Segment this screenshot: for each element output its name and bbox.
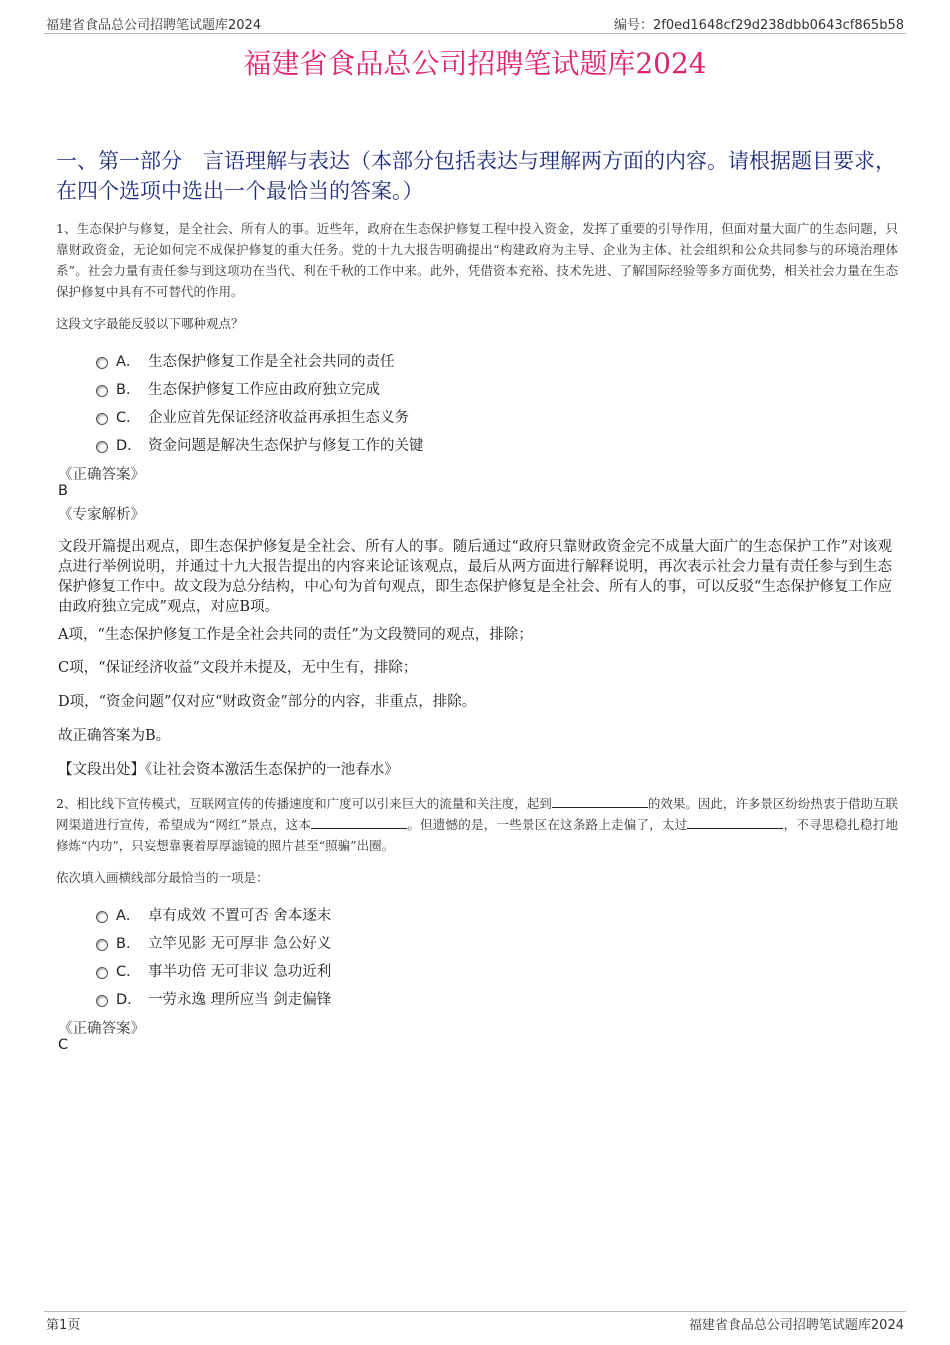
q1-analysis-c: C项，“保证经济收益”文段并未提及，无中生有，排除； <box>58 660 418 676</box>
header-divider <box>44 33 906 34</box>
option-text: 生态保护修复工作是全社会共同的责任 <box>148 354 395 370</box>
q2-option-d[interactable] <box>96 988 331 1009</box>
q2-stem-part-2: 的效果。因此，许多景区纷纷热衷于借助互联网渠道进行宣传，希望成为“网红”景点，这本 <box>56 796 898 832</box>
option-text: 企业应首先保证经济收益再承担生态义务 <box>148 410 409 426</box>
q1-option-c[interactable] <box>96 406 409 427</box>
q1-analysis-conclusion: 故正确答案为B。 <box>58 728 171 744</box>
footer-title: 福建省食品总公司招聘笔试题库2024 <box>688 1318 904 1333</box>
q2-option-c[interactable] <box>96 960 331 981</box>
q1-analysis-main: 文段开篇提出观点，即生态保护修复是全社会、所有人的事。随后通过“政府只靠财政资金完不成量大面广的生态保护工作”对该观点进行举例说明，并通过十九大报告提出的内容来论证该观点，最后从两方面进行解释说明，再次表示社会力量有责任参与到生态保护修复工作中。故文段为总分结构，中心句为首句观点，即生态保护修复是全社会、所有人的事，可以反驳“生态保护修复工作应由政府独立完成”观点，对应B项。 <box>58 539 892 615</box>
q1-source: 【文段出处】《让社会资本激活生态保护的一池春水》 <box>58 762 399 778</box>
option-text: 生态保护修复工作应由政府独立完成 <box>148 382 380 398</box>
q1-option-b[interactable] <box>96 378 380 399</box>
radio-icon[interactable] <box>96 413 108 425</box>
header-doc-id: 编号：2f0ed1648cf29d238dbb0643cf865b58 <box>614 18 904 33</box>
q1-analysis-a: A项，“生态保护修复工作是全社会共同的责任”为文段赞同的观点，排除； <box>58 627 533 643</box>
radio-icon[interactable] <box>96 357 108 369</box>
radio-icon[interactable] <box>96 911 108 923</box>
option-text: 卓有成效 不置可否 舍本逐末 <box>148 908 332 924</box>
q1-analysis-label: 《专家解析》 <box>58 507 145 523</box>
q2-answer-label: 《正确答案》 <box>58 1021 145 1037</box>
q2-stem-part-4: ，不寻思稳扎稳打地修炼“内功”，只妄想靠裹着厚厚滤镜的照片甚至“照骗”出圈。 <box>56 817 898 853</box>
fill-blank-1[interactable] <box>552 795 648 808</box>
fill-blank-2[interactable] <box>311 816 407 829</box>
q1-stem: 1、生态保护与修复，是全社会、所有人的事。近些年，政府在生态保护修复工程中投入资金，发挥了重要的引导作用，但面对量大面广的生态问题，只靠财政资金，无论如何完不成保护修复的重大任务。党的十九大报告明确提出“构建政府为主导、企业为主体、社会组织和公众共同参与的环境治理体系”。社会力量有责任参与到这项功在当代、利在千秋的工作中来。此外，凭借资本充裕、技术先进、了解国际经验等多方面优势，相关社会力量在生态保护修复中具有不可替代的作用。 <box>56 221 898 299</box>
q2-answer: C <box>58 1037 69 1053</box>
fill-blank-3[interactable] <box>687 816 783 829</box>
radio-icon[interactable] <box>96 939 108 951</box>
option-text: 一劳永逸 理所应当 剑走偏锋 <box>148 992 332 1008</box>
section-heading: 一、第一部分 言语理解与表达（本部分包括表达与理解两方面的内容。请根据题目要求，在四个选项中选出一个最恰当的答案。） <box>56 149 896 203</box>
page-number: 第1页 <box>46 1318 81 1333</box>
q2-option-a[interactable] <box>96 904 331 925</box>
option-letter: D． <box>116 992 142 1008</box>
q1-answer: B <box>58 483 68 499</box>
option-text: 立竿见影 无可厚非 急公好义 <box>148 936 332 952</box>
option-letter: B． <box>116 382 141 398</box>
radio-icon[interactable] <box>96 441 108 453</box>
q1-analysis-d: D项，“资金问题”仅对应“财政资金”部分的内容，非重点，排除。 <box>58 694 477 710</box>
option-letter: C． <box>116 410 141 426</box>
page-title: 福建省食品总公司招聘笔试题库2024 <box>243 47 707 80</box>
q2-option-b[interactable] <box>96 932 331 953</box>
radio-icon[interactable] <box>96 995 108 1007</box>
q1-question: 这段文字最能反驳以下哪种观点？ <box>56 316 244 331</box>
option-letter: A． <box>116 908 141 924</box>
q2-question: 依次填入画横线部分最恰当的一项是： <box>56 870 269 885</box>
option-text: 事半功倍 无可非议 急功近利 <box>148 964 332 980</box>
q2-stem-part-1: 2、相比线下宣传模式，互联网宣传的传播速度和广度可以引来巨大的流量和关注度，起到 <box>56 796 552 811</box>
option-letter: B． <box>116 936 141 952</box>
q1-option-a[interactable] <box>96 350 395 371</box>
option-letter: D． <box>116 438 142 454</box>
radio-icon[interactable] <box>96 385 108 397</box>
radio-icon[interactable] <box>96 967 108 979</box>
q1-option-d[interactable] <box>96 434 424 455</box>
q2-stem-part-3: 。但遗憾的是，一些景区在这条路上走偏了，太过 <box>407 817 688 832</box>
header-title: 福建省食品总公司招聘笔试题库2024 <box>46 18 262 33</box>
option-text: 资金问题是解决生态保护与修复工作的关键 <box>148 438 424 454</box>
option-letter: C． <box>116 964 141 980</box>
q1-answer-label: 《正确答案》 <box>58 467 145 483</box>
q2-stem <box>56 793 898 856</box>
footer-divider <box>44 1311 906 1312</box>
option-letter: A． <box>116 354 141 370</box>
